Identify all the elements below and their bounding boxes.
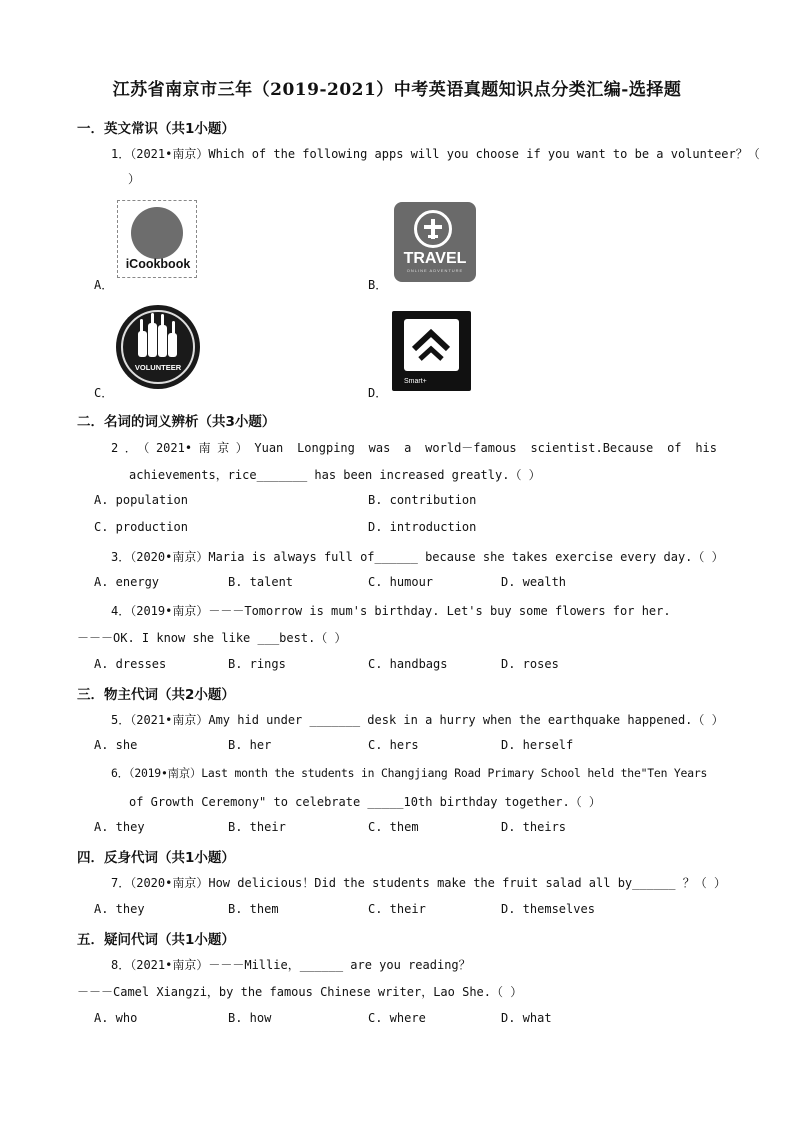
question-2-option-d[interactable]: D. introduction <box>368 520 477 534</box>
question-1-option-d[interactable]: D． <box>368 386 388 400</box>
question-3-option-b[interactable]: B. talent <box>228 575 294 589</box>
question-2-option-b[interactable]: B. contribution <box>368 493 477 507</box>
smart-logo-text: Smart+ <box>404 378 427 385</box>
question-2-stem-cont: achievements，rice_______ has been increased greatly.（ ） <box>129 468 541 482</box>
question-4-option-c[interactable]: C. handbags <box>368 657 448 671</box>
question-6-option-c[interactable]: C. them <box>368 820 419 834</box>
section-heading-3: 三．物主代词（共2小题） <box>77 687 235 703</box>
question-6-option-b[interactable]: B. their <box>228 820 286 834</box>
question-2-stem: 2．（2021•南京）Yuan Longping was a world－famous scientist.Because of his <box>111 441 717 455</box>
question-5-stem: 5．（2021•南京）Amy hid under _______ desk in a hurry when the earthquake happened.（ ） <box>111 713 724 727</box>
volunteer-app-icon[interactable] <box>116 305 200 389</box>
question-1-stem: 1．（2021•南京）Which of the following apps will you choose if you want to be a volunteer？（ <box>111 147 760 161</box>
raised-hands-icon <box>116 305 200 389</box>
question-7-stem: 7．（2020•南京）How delicious！Did the students make the fruit salad all by______ ？（ ） <box>111 876 726 890</box>
question-1-option-c[interactable]: C． <box>94 386 114 400</box>
page-title: 江苏省南京市三年（2019-2021）中考英语真题知识点分类汇编-选择题 <box>112 80 682 100</box>
question-7-option-a[interactable]: A. they <box>94 902 145 916</box>
smart-home-app-icon[interactable] <box>392 311 471 391</box>
question-1-option-a[interactable]: A． <box>94 278 114 292</box>
question-3-stem: 3．（2020•南京）Maria is always full of______ because she takes exercise every day.（ ） <box>111 550 724 564</box>
question-6-stem-cont: of Growth Ceremony" to celebrate _____10th birthday together.（ ） <box>129 795 601 809</box>
icookbook-logo-text: iCookbook <box>125 257 191 271</box>
volunteer-logo-text: VOLUNTEER <box>134 363 182 372</box>
question-3-option-c[interactable]: C. humour <box>368 575 434 589</box>
travel-logo-subtext: ONLINE ADVENTURE <box>406 268 464 273</box>
question-6-option-d[interactable]: D. theirs <box>501 820 567 834</box>
question-7-option-c[interactable]: C. their <box>368 902 426 916</box>
travel-logo-text: TRAVEL <box>403 250 467 267</box>
question-1-option-b[interactable]: B． <box>368 278 388 292</box>
question-4-option-a[interactable]: A. dresses <box>94 657 167 671</box>
question-8-option-a[interactable]: A. who <box>94 1011 138 1025</box>
question-4-option-b[interactable]: B. rings <box>228 657 286 671</box>
question-6-stem: 6．（2019•南京）Last month the students in Changjiang Road Primary School held the"Ten Years <box>111 766 708 780</box>
question-8-option-b[interactable]: B. how <box>228 1011 272 1025</box>
airplane-icon <box>414 210 452 248</box>
question-8-option-d[interactable]: D. what <box>501 1011 552 1025</box>
travel-app-icon[interactable] <box>394 202 476 282</box>
question-5-option-a[interactable]: A. she <box>94 738 138 752</box>
section-heading-5: 五．疑问代词（共1小题） <box>77 932 235 948</box>
section-heading-2: 二．名词的词义辨析（共3小题） <box>77 414 276 430</box>
question-8-option-c[interactable]: C. where <box>368 1011 426 1025</box>
question-4-stem: 4．（2019•南京）－－－Tomorrow is mum's birthday. Let's buy some flowers for her. <box>111 604 671 618</box>
icookbook-app-icon[interactable] <box>117 200 197 278</box>
question-2-option-a[interactable]: A. population <box>94 493 188 507</box>
question-4-stem-cont: －－－OK. I know she like ___best.（ ） <box>77 631 347 645</box>
question-8-stem-cont: －－－Camel Xiangzi，by the famous Chinese writer，Lao She.（ ） <box>77 985 523 999</box>
section-heading-1: 一．英文常识（共1小题） <box>77 121 235 137</box>
house-icon <box>404 319 459 371</box>
question-4-option-d[interactable]: D. roses <box>501 657 559 671</box>
question-7-option-b[interactable]: B. them <box>228 902 279 916</box>
question-3-option-a[interactable]: A. energy <box>94 575 160 589</box>
question-5-option-d[interactable]: D. herself <box>501 738 574 752</box>
question-5-option-c[interactable]: C. hers <box>368 738 419 752</box>
question-3-option-d[interactable]: D. wealth <box>501 575 567 589</box>
question-6-option-a[interactable]: A. they <box>94 820 145 834</box>
question-5-option-b[interactable]: B. her <box>228 738 272 752</box>
section-heading-4: 四．反身代词（共1小题） <box>77 850 235 866</box>
question-1-stem-cont: ） <box>128 172 141 186</box>
question-2-option-c[interactable]: C. production <box>94 520 188 534</box>
cookbook-circle-icon <box>131 207 183 259</box>
question-8-stem: 8．（2021•南京）－－－Millie，______ are you reading？ <box>111 958 471 972</box>
question-7-option-d[interactable]: D. themselves <box>501 902 595 916</box>
